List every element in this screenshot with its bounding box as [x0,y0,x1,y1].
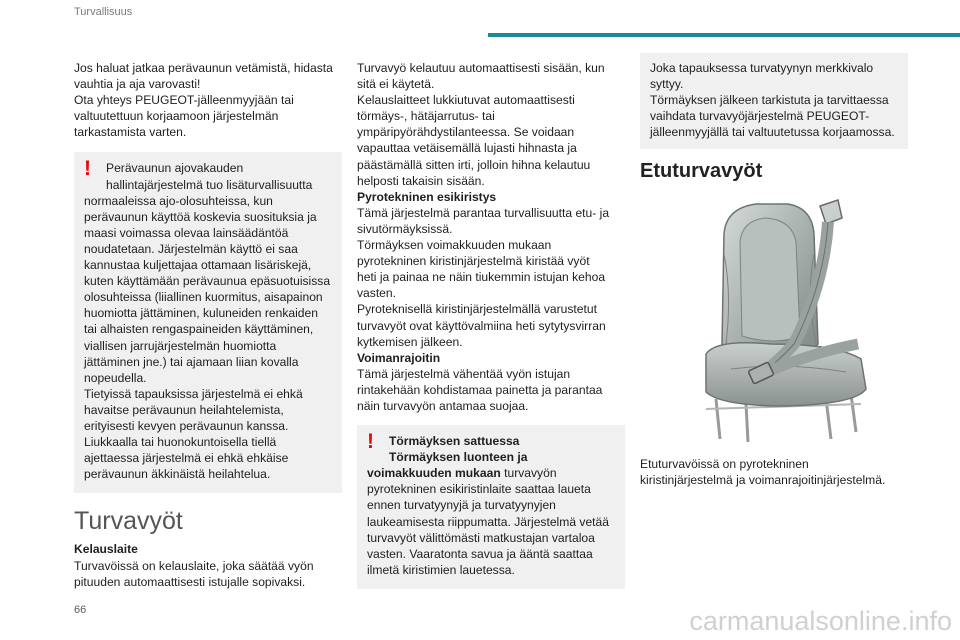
text-line: vaihdata turvavyöjärjestelmä PEUGEOT- [650,109,870,124]
warning-head-line: Törmäyksen sattuessa [389,434,520,449]
text-line: erityisesti kevyen perävaunun kanssa. [84,418,289,433]
info-box-airbag-light [640,53,908,149]
text-line: Ota yhteys PEUGEOT-jälleenmyyjään tai [74,93,294,108]
text-line: vasten. Vaaratonta savua ja ääntä saattaa [367,546,593,561]
text-line: Tietyissä tapauksissa järjestelmä ei ehkä [84,386,303,401]
header-accent-bar [488,33,960,37]
text-line: Turvavyö kelautuu automaattisesti sisään, kun [357,61,605,75]
paragraph-slow-down [74,60,342,92]
text-line: jälleenmyyjällä tai valtuutetussa korjaamossa. [650,125,895,140]
text-line: ennen turvatyynyjä ja turvatyynyjen [367,498,556,513]
text-line: helposti takaisin sisään. [357,173,485,188]
caption-front-seatbelts [640,456,908,488]
paragraph-force-limiter [357,366,625,414]
section-title-seatbelts: Turvavyöt [74,507,183,536]
warning-head-line: hallintajärjestelmä tuo lisäturvallisuutta [106,177,313,192]
text-line: turvavyöt välittömästi matkustajan vartaloa [367,530,595,545]
text-line: Kelauslaitteet lukkiutuvat automaattisesti [357,93,575,108]
text-line: perävaunun äkkinäistä heilahtelua. [84,467,271,482]
text-line: pyrotekninen esikiristinlaite saattaa laueta [367,482,591,497]
watermark-text: carmanualsonline.info [689,606,952,636]
warning-body [367,481,615,578]
text-line: normaaleissa ajo-olosuhteissa, kun [84,193,273,208]
text-line: Törmäyksen voimakkuuden mukaan [357,238,552,253]
text-line: kannustaa kuljettajaa ottamaan lisäriskejä, [84,258,312,273]
column-2 [357,60,625,589]
page-number: 66 [74,604,87,616]
column-3 [640,60,908,488]
text-line: perävaunun käyttöä koskevia suosituksia ja [84,209,317,224]
column-1 [74,60,342,590]
text-line: Etuturvavöissä on pyrotekninen [640,456,809,471]
text-line: ajettaessa järjestelmä ei ehkä ehkäise [84,451,289,466]
warning-head-line: Törmäyksen luonteen ja [389,450,528,465]
text-line: tai alhaisten rengaspaineiden käyttäminen, [84,322,314,337]
paragraph-contact-dealer [74,92,342,140]
warning-lead-rest: turvavyön [500,466,557,481]
text-line: pyrotekninen kiristinjärjestelmä kiristää vyöt [357,254,590,269]
text-line: ympäripyörähdystilanteessa. Se voidaan [357,125,575,140]
text-line: kuten käyttämään perävaunua epäsuotuisissa [84,274,331,289]
text-line: kiristinjärjestelmä ja voimanrajoitinjärjestelmä. [640,472,886,487]
text-line: kytkemisen jälkeen. [357,334,463,349]
warning-head-line: Perävaunun ajovakauden [106,161,244,176]
text-line: vauhtia ja aja varovasti! [74,77,201,92]
text-line: ilmetä kiristimien lauetessa. [367,562,515,577]
subheading-force-limiter: Voimanrajoitin [357,350,441,365]
text-line: vapauttaa vetäisemällä lujasti hihnasta ja [357,141,577,156]
text-line: havaitse perävaunun heilahtelemista, [84,402,284,417]
text-line: Jos haluat jatkaa perävaunun vetämistä, hidasta [74,61,333,75]
text-line: viallisen jarrujärjestelmän huomiotta [84,338,277,353]
text-line: jättäminen jne.) tai ajamaan liian kovalla [84,354,299,369]
text-line: sitä ei käytetä. [357,77,435,92]
text-line: päästämällä sitten irti, jolloin hihna kelautuu [357,157,591,172]
warning-body [84,193,332,483]
text-line: Turvavöissä on kelauslaite, joka säätää vyön [74,558,314,573]
subheading-pyrotechnic-pretensioner: Pyrotekninen esikiristys [357,189,497,204]
warning-bold-lead: voimakkuuden mukaan [367,466,501,481]
paragraph-retract-lock [357,60,625,189]
text-line: valtuutettuun korjaamoon järjestelmän [74,109,279,124]
text-line: Liukkaalla tai huonokuntoisella tiellä [84,435,277,450]
text-line: vasten. [357,286,396,301]
text-line: Tämä järjestelmä parantaa turvallisuutta etu- ja [357,205,610,220]
text-line: nopeudella. [84,370,147,385]
text-line: turvavyöt ovat käyttövalmiina heti sytytysvirran [357,318,606,333]
text-line: näin turvavyön antamaa suojaa. [357,398,529,413]
text-line: Tämä järjestelmä vähentää vyön istujan [357,366,571,381]
text-line: Törmäyksen jälkeen tarkistuta ja tarvittaessa [650,93,889,108]
paragraph-pretensioner [357,205,625,350]
text-line: huomiotta jättäminen, kuluneiden renkaiden [84,306,318,321]
subheading-retractor: Kelauslaite [74,542,138,557]
warning-box-collision [357,425,625,589]
page-section-title: Turvallisuus [74,6,133,18]
text-line: tarkastamista varten. [74,125,187,140]
text-line: olosuhteissa (liiallinen kuormitus, aisapainon [84,290,323,305]
text-line: laukeamisesta riippumatta. Järjestelmä vetää [367,514,609,529]
section-title-front-seatbelts: Etuturvavyöt [640,160,763,183]
seat-illustration [676,194,908,448]
text-line: pituuden automaattisesti istujalle sopivaksi. [74,574,306,589]
text-line: rintakehään kohdistamaa painetta ja parantaa [357,382,603,397]
text-line: syttyy. [650,77,684,92]
text-line: heti ja painaa ne näin tiukemmin istujan kehoa [357,270,606,285]
text-line: Joka tapauksessa turvatyynyn merkkivalo [650,61,874,75]
car-seat-with-seatbelt-icon [676,194,876,444]
text-line: maasi voimassa olevaa lainsäädäntöä [84,225,289,240]
text-line: törmäys-, hätäjarrutus- tai [357,109,495,124]
paragraph-retractor [74,558,342,590]
text-line: noudatetaan. Järjestelmän käyttö ei saa [84,241,298,256]
warning-box-trailer-stability [74,152,342,493]
warning-exclamation-icon: ! [367,430,374,454]
text-line: sivutörmäyksissä. [357,221,453,236]
text-line: Pyroteknisellä kiristinjärjestelmällä varustetut [357,302,597,317]
warning-exclamation-icon: ! [84,157,91,181]
